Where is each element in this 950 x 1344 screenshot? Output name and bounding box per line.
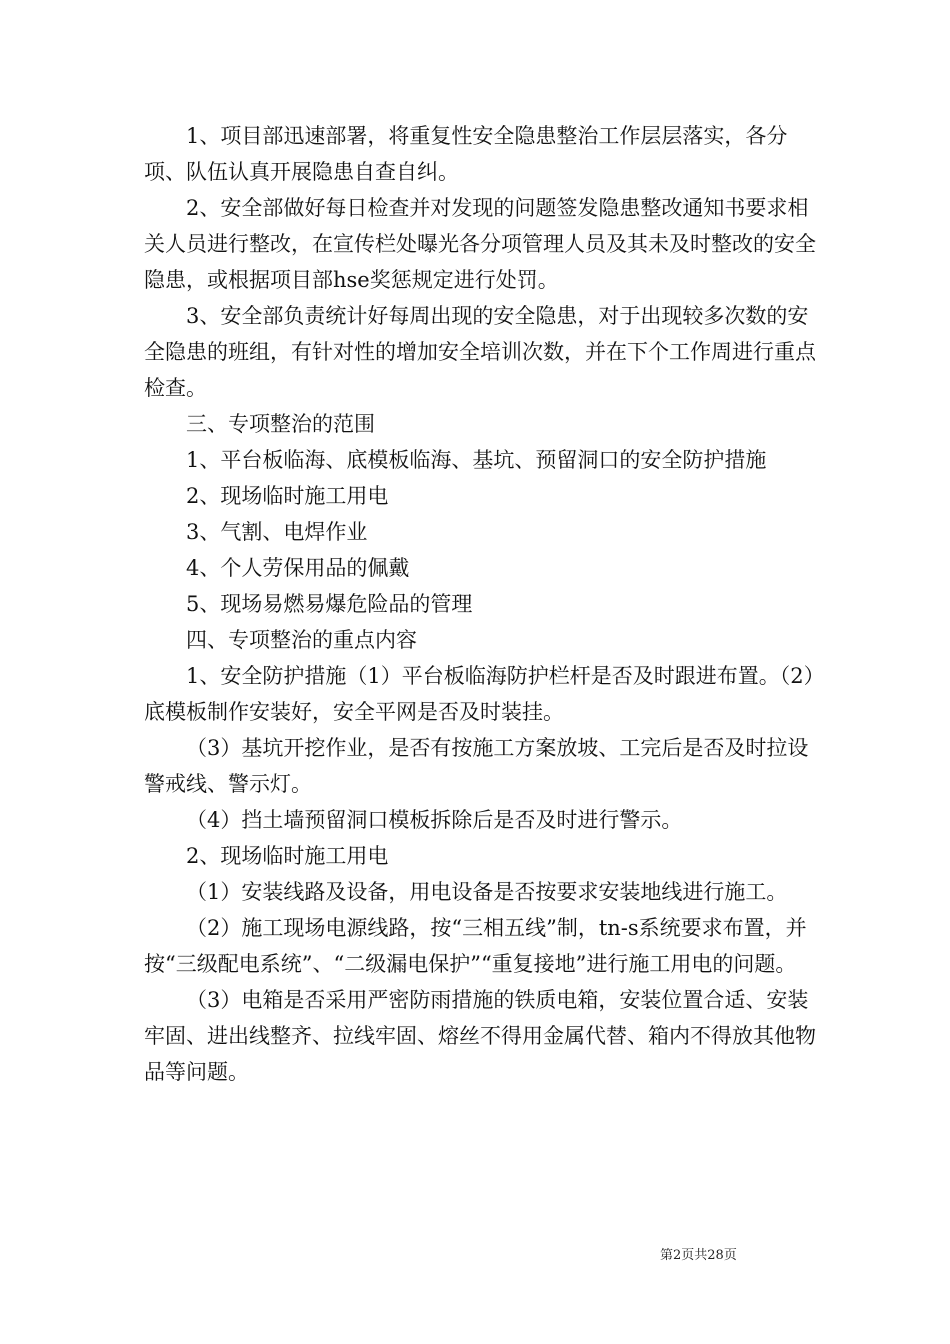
scope-item-4: 4、个人劳保用品的佩戴	[186, 556, 410, 580]
key-item-2-1: （1）安装线路及设备，用电设备是否按要求安装地线进行施工。	[186, 880, 788, 904]
key-item-1: 1、安全防护措施（1）平台板临海防护栏杆是否及时跟进布置。（2）底模板制作安装好，安全平网是否及时装挂。	[144, 664, 815, 724]
key-item-1-4: （4）挡土墙预留洞口模板拆除后是否及时进行警示。	[186, 808, 683, 832]
scope-item-1: 1、平台板临海、底模板临海、基坑、预留洞口的安全防护措施	[186, 448, 767, 472]
paragraph-1: 1、项目部迅速部署，将重复性安全隐患整治工作层层落实，各分项、队伍认真开展隐患自查自纠。	[144, 124, 788, 184]
key-item-2: 2、现场临时施工用电	[186, 844, 389, 868]
scope-item-2: 2、现场临时施工用电	[186, 484, 389, 508]
document-body	[144, 118, 824, 1090]
section-heading-3: 三、专项整治的范围	[186, 412, 375, 436]
paragraph-3: 3、安全部负责统计好每周出现的安全隐患，对于出现较多次数的安全隐患的班组，有针对性的增加安全培训次数，并在下个工作周进行重点检查。	[144, 304, 816, 400]
paragraph-2: 2、安全部做好每日检查并对发现的问题签发隐患整改通知书要求相关人员进行整改，在宣传栏处曝光各分项管理人员及其未及时整改的安全隐患，或根据项目部hse奖惩规定进行处罚。	[144, 196, 816, 292]
scope-item-3: 3、气割、电焊作业	[186, 520, 368, 544]
scope-item-5: 5、现场易燃易爆危险品的管理	[186, 592, 473, 616]
page-number: 第2页共28页	[660, 1248, 737, 1263]
section-heading-4: 四、专项整治的重点内容	[186, 628, 417, 652]
key-item-2-2: （2）施工现场电源线路，按“三相五线”制，tn-s系统要求布置，并按“三级配电系统”、“二级漏电保护”“重复接地”进行施工用电的问题。	[144, 916, 807, 976]
key-item-1-3: （3）基坑开挖作业，是否有按施工方案放坡、工完后是否及时拉设警戒线、警示灯。	[144, 736, 809, 796]
key-item-2-3: （3）电箱是否采用严密防雨措施的铁质电箱，安装位置合适、安装牢固、进出线整齐、拉线牢固、熔丝不得用金属代替、箱内不得放其他物品等问题。	[144, 988, 816, 1084]
